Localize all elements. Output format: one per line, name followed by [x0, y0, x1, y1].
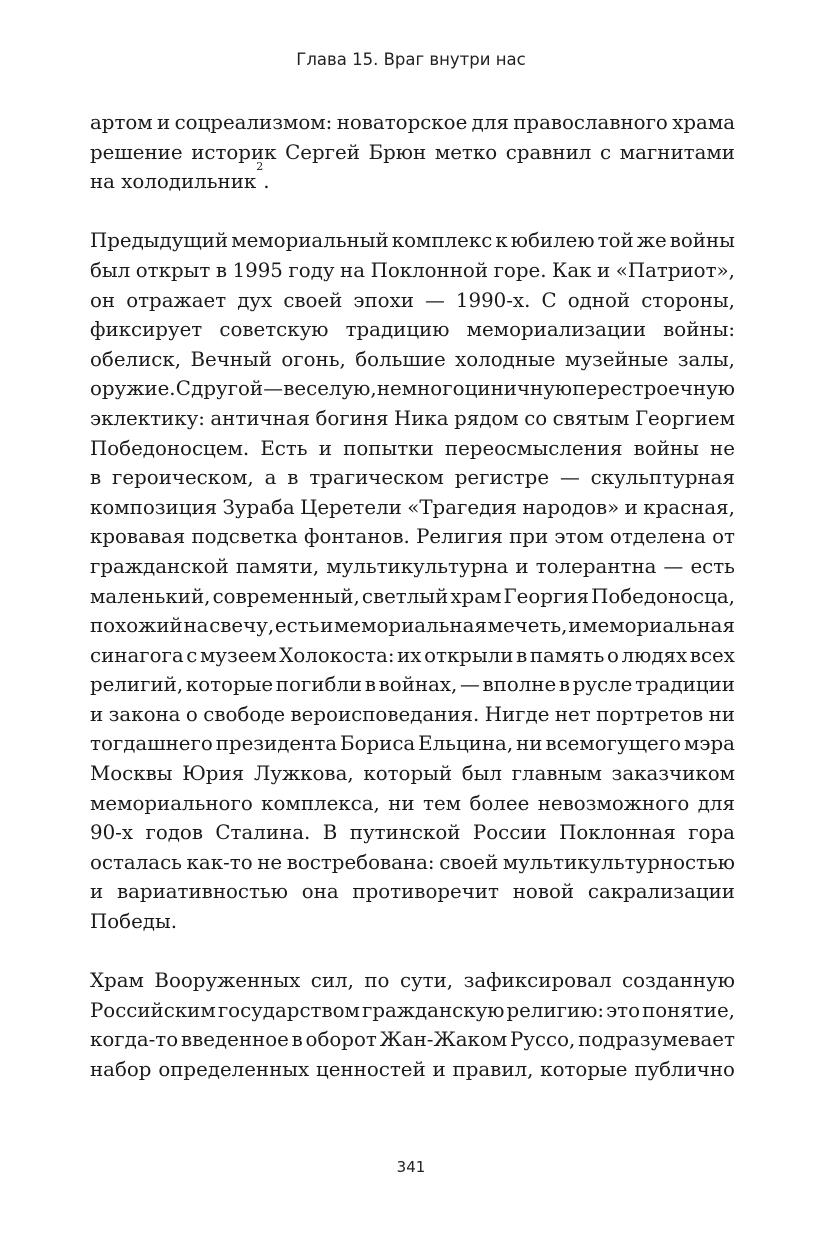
- word: ни: [516, 732, 543, 756]
- word: введенное: [180, 1028, 289, 1052]
- word: зафиксировал: [463, 969, 612, 993]
- word: вероисповедания.: [290, 702, 480, 726]
- text-line: [90, 611, 735, 641]
- text-line: [90, 670, 735, 700]
- word: Георгия: [503, 584, 589, 608]
- word: он: [90, 288, 116, 312]
- word: к: [495, 229, 508, 253]
- word: году: [288, 258, 335, 282]
- word: похожий: [90, 614, 183, 638]
- word: Победоносца,: [591, 584, 735, 608]
- word: Бориса: [340, 732, 416, 756]
- word: созданную: [622, 969, 735, 993]
- word: немного: [376, 377, 465, 401]
- word: для: [471, 111, 509, 134]
- word: циничную: [464, 377, 573, 401]
- word: в: [215, 258, 228, 282]
- word: Вооруженных: [154, 969, 301, 993]
- word: ни: [708, 702, 735, 726]
- word: Победоносцем.: [90, 436, 250, 460]
- word: 1990-х.: [455, 288, 531, 312]
- word: свечу,: [209, 614, 275, 638]
- paragraph: [90, 108, 735, 197]
- word: в: [364, 673, 376, 697]
- word: огонь,: [281, 347, 346, 371]
- word: был: [90, 258, 131, 282]
- word: был: [461, 762, 502, 786]
- word: по: [364, 969, 390, 993]
- word: определенных: [158, 1058, 310, 1081]
- word: юбилею: [510, 229, 595, 253]
- word: гора: [688, 821, 735, 845]
- word: соцреализмом:: [174, 111, 333, 134]
- word: Предыдущий: [90, 229, 229, 253]
- word: портретов: [596, 702, 704, 726]
- word: дух: [237, 288, 273, 312]
- text-line: [90, 463, 735, 493]
- word: народов»: [522, 495, 620, 519]
- word: попытки: [343, 436, 434, 460]
- word: Храм: [90, 969, 144, 993]
- word: фонтанов.: [304, 525, 410, 549]
- word: мечеть,: [487, 614, 568, 638]
- line-text: на холодильник: [90, 170, 257, 194]
- word: «Патриот»,: [615, 258, 735, 282]
- text-line: [90, 729, 735, 759]
- word: магнитами: [619, 140, 735, 164]
- paragraph: [90, 966, 735, 1084]
- word: более: [469, 791, 530, 815]
- word: своей: [283, 288, 343, 312]
- word: веселую,: [283, 377, 377, 401]
- word: Сергей: [285, 140, 360, 164]
- footnote-marker[interactable]: 2: [256, 160, 264, 174]
- word: войны:: [663, 318, 735, 342]
- word: и: [568, 614, 582, 638]
- word: ценностей: [316, 1058, 426, 1081]
- word: заказчиком: [611, 762, 735, 786]
- word: новой: [512, 880, 575, 904]
- text-line: [90, 877, 735, 907]
- word: стороны,: [641, 288, 735, 312]
- word: героическом,: [112, 466, 254, 490]
- word: Ельцина,: [418, 732, 514, 756]
- word: это: [606, 998, 641, 1022]
- word: их: [397, 643, 422, 667]
- word: советскую: [219, 318, 329, 342]
- word: который: [363, 762, 453, 786]
- word: которые: [540, 1058, 628, 1081]
- word: отражает: [126, 288, 227, 312]
- text-line: [90, 641, 735, 671]
- word: —: [263, 377, 284, 401]
- text-line: [90, 138, 735, 168]
- word: этом: [554, 525, 604, 549]
- word: Как: [552, 258, 592, 282]
- word: большие: [355, 347, 446, 371]
- word: трагическом: [309, 466, 444, 490]
- word: мультикультурностью: [502, 850, 735, 874]
- word: храма: [672, 111, 735, 134]
- word: памяти,: [235, 554, 320, 578]
- word: как-то: [186, 850, 253, 874]
- word: Руссо,: [509, 1028, 576, 1052]
- word: В: [322, 821, 338, 845]
- word: современный,: [212, 584, 360, 608]
- word: —: [663, 554, 684, 578]
- word: решение: [90, 140, 183, 164]
- word: невозможного: [537, 791, 690, 815]
- word: Церетели: [300, 495, 402, 519]
- word: в: [287, 466, 299, 490]
- word: тем: [423, 791, 462, 815]
- word: мемориальная: [582, 614, 735, 638]
- word: а: [264, 466, 277, 490]
- word: на: [340, 258, 366, 282]
- word: сакрализации: [587, 880, 735, 904]
- word: подразумевает: [578, 1028, 735, 1052]
- text-line: [90, 345, 735, 375]
- word: в: [90, 466, 102, 490]
- word: главным: [511, 762, 602, 786]
- running-head: Глава 15. Враг внутри нас: [296, 50, 526, 69]
- word: холодные: [455, 347, 556, 371]
- body-text: [90, 108, 735, 1085]
- word: для: [697, 791, 735, 815]
- word: же: [636, 229, 667, 253]
- word: регистре: [454, 466, 550, 490]
- word: гражданской: [90, 554, 229, 578]
- word: своей: [439, 850, 499, 874]
- word: понятие,: [642, 998, 735, 1022]
- page-number: 341: [396, 1158, 426, 1176]
- word: открыт: [135, 258, 211, 282]
- text-line: [90, 966, 735, 996]
- word: маленький,: [90, 584, 211, 608]
- word: не: [257, 850, 283, 874]
- word: залы,: [677, 347, 735, 371]
- word: и: [432, 1058, 446, 1081]
- word: она: [301, 880, 339, 904]
- text-line: [90, 907, 735, 937]
- word: Холокоста:: [279, 643, 395, 667]
- word: тогдашнего: [90, 732, 213, 756]
- word: метко: [434, 140, 498, 164]
- word: войны: [669, 229, 735, 253]
- word: не: [710, 436, 735, 460]
- word: музейные: [564, 347, 669, 371]
- paragraph-gap: [90, 197, 735, 227]
- word: набор: [90, 1058, 152, 1081]
- word: перестроечную: [572, 377, 735, 401]
- word: традиции: [635, 673, 735, 697]
- word: кровавая: [90, 525, 186, 549]
- word: фиксирует: [90, 318, 203, 342]
- text-line: [90, 434, 735, 464]
- text-line: [90, 286, 735, 316]
- word: эклектику:: [90, 406, 205, 430]
- word: Брюн: [368, 140, 427, 164]
- word: оружие.: [90, 377, 176, 401]
- word: вариативностью: [116, 880, 288, 904]
- word: и: [90, 880, 104, 904]
- word: в: [291, 1028, 303, 1052]
- word: нет: [554, 702, 591, 726]
- word: толерантна: [535, 554, 657, 578]
- word: с: [600, 140, 612, 164]
- text-line: [90, 226, 735, 256]
- word: мемориализации: [466, 318, 647, 342]
- word: на: [183, 614, 209, 638]
- word: 90-х: [90, 821, 134, 845]
- word: публично: [634, 1058, 735, 1081]
- word: Георгием: [634, 406, 735, 430]
- text-line: [90, 1055, 735, 1085]
- text-line: [90, 552, 735, 582]
- word: Есть: [260, 436, 308, 460]
- word: и: [624, 495, 638, 519]
- word: —: [460, 673, 480, 697]
- word: синагога: [90, 643, 184, 667]
- word: новаторское: [336, 111, 468, 134]
- word: Москвы: [90, 762, 173, 786]
- word: когда-то: [90, 1028, 179, 1052]
- word: другой: [191, 377, 264, 401]
- word: традицию: [345, 318, 450, 342]
- text-line: [90, 522, 735, 552]
- word: сил,: [310, 969, 354, 993]
- word: людях: [621, 643, 688, 667]
- paragraph: [90, 226, 735, 936]
- word: и: [515, 554, 529, 578]
- word: композиция: [90, 495, 218, 519]
- text-line: [90, 256, 735, 286]
- text-line: [90, 848, 735, 878]
- word: годов: [145, 821, 203, 845]
- word: мультикультурна: [326, 554, 509, 578]
- word: Нигде: [484, 702, 550, 726]
- word: красная,: [643, 495, 735, 519]
- word: русле: [572, 673, 633, 697]
- paragraph-gap: [90, 937, 735, 967]
- word: в: [558, 673, 571, 697]
- word: светлый: [361, 584, 449, 608]
- line-text: .: [263, 170, 270, 194]
- word: президента: [215, 732, 338, 756]
- word: богиня: [315, 406, 389, 430]
- word: и: [90, 702, 104, 726]
- text-line: [90, 160, 735, 197]
- word: Поклонная: [559, 821, 676, 845]
- word: переосмысления: [444, 436, 623, 460]
- word: Ника: [394, 406, 449, 430]
- text-line: [90, 700, 735, 730]
- word: противоречит: [352, 880, 499, 904]
- word: мемориальная: [334, 614, 487, 638]
- word: Российским: [90, 998, 216, 1022]
- word: мемориального: [90, 791, 253, 815]
- word: сути,: [399, 969, 454, 993]
- word: С: [541, 288, 557, 312]
- word: обелиск,: [90, 347, 182, 371]
- word: античная: [210, 406, 310, 430]
- word: правил,: [452, 1058, 534, 1081]
- word: комплекс: [391, 229, 493, 253]
- word: горе.: [493, 258, 547, 282]
- word: мемориальный: [231, 229, 389, 253]
- word: подсветка: [191, 525, 298, 549]
- word: Зураба: [222, 495, 295, 519]
- word: артом: [90, 111, 153, 134]
- word: Юрия: [182, 762, 245, 786]
- word: с: [186, 643, 198, 667]
- line-text: Победы.: [90, 910, 177, 934]
- word: России: [472, 821, 547, 845]
- word: в: [516, 643, 528, 667]
- word: государством: [217, 998, 360, 1022]
- word: Вечный: [190, 347, 272, 371]
- text-line: [90, 374, 735, 404]
- word: войны: [633, 436, 699, 460]
- word: осталась: [90, 850, 182, 874]
- text-line: [90, 759, 735, 789]
- word: оборот: [305, 1028, 377, 1052]
- text-line: [90, 108, 735, 138]
- text-line: [90, 315, 735, 345]
- word: всемогущего: [545, 732, 682, 756]
- word: «Трагедия: [407, 495, 517, 519]
- word: память: [529, 643, 605, 667]
- word: о: [185, 702, 198, 726]
- word: Сталина.: [215, 821, 311, 845]
- text-line: [90, 582, 735, 612]
- word: —: [425, 288, 445, 312]
- word: той: [597, 229, 634, 253]
- word: открыли: [424, 643, 514, 667]
- word: ни: [388, 791, 415, 815]
- word: историк: [191, 140, 277, 164]
- word: погибли: [275, 673, 363, 697]
- text-line: [90, 996, 735, 1026]
- word: о: [607, 643, 619, 667]
- word: святым: [552, 406, 630, 430]
- word: всех: [689, 643, 735, 667]
- word: религий,: [90, 673, 184, 697]
- word: Религия: [416, 525, 503, 549]
- word: религию:: [506, 998, 605, 1022]
- word: комплекса,: [261, 791, 380, 815]
- word: Поклонной: [370, 258, 489, 282]
- word: храм: [450, 584, 502, 608]
- word: есть: [690, 554, 735, 578]
- word: свободе: [203, 702, 286, 726]
- word: музеем: [200, 643, 277, 667]
- word: при: [509, 525, 549, 549]
- word: гражданскую: [361, 998, 505, 1022]
- word: С: [175, 377, 191, 401]
- word: сравнил: [505, 140, 592, 164]
- word: —: [559, 466, 580, 490]
- word: и: [597, 258, 611, 282]
- word: отделена: [609, 525, 706, 549]
- word: 1995: [232, 258, 283, 282]
- text-line: [90, 493, 735, 523]
- word: со: [524, 406, 548, 430]
- word: которые: [185, 673, 274, 697]
- word: и: [320, 614, 334, 638]
- word: востребована:: [286, 850, 435, 874]
- word: эпохи: [353, 288, 414, 312]
- text-line: [90, 404, 735, 434]
- word: закона: [108, 702, 181, 726]
- word: мэра: [684, 732, 735, 756]
- word: православного: [513, 111, 668, 134]
- word: вполне: [482, 673, 557, 697]
- word: Жан-Жаком: [379, 1028, 508, 1052]
- word: и: [318, 436, 332, 460]
- word: рядом: [454, 406, 519, 430]
- word: путинской: [349, 821, 461, 845]
- word: от: [712, 525, 735, 549]
- word: и: [157, 111, 171, 134]
- word: войнах,: [378, 673, 458, 697]
- word: есть: [274, 614, 320, 638]
- word: Лужкова,: [253, 762, 354, 786]
- text-line: [90, 818, 735, 848]
- word: одной: [567, 288, 631, 312]
- text-line: [90, 1025, 735, 1055]
- word: скульптурная: [590, 466, 735, 490]
- text-line: [90, 789, 735, 819]
